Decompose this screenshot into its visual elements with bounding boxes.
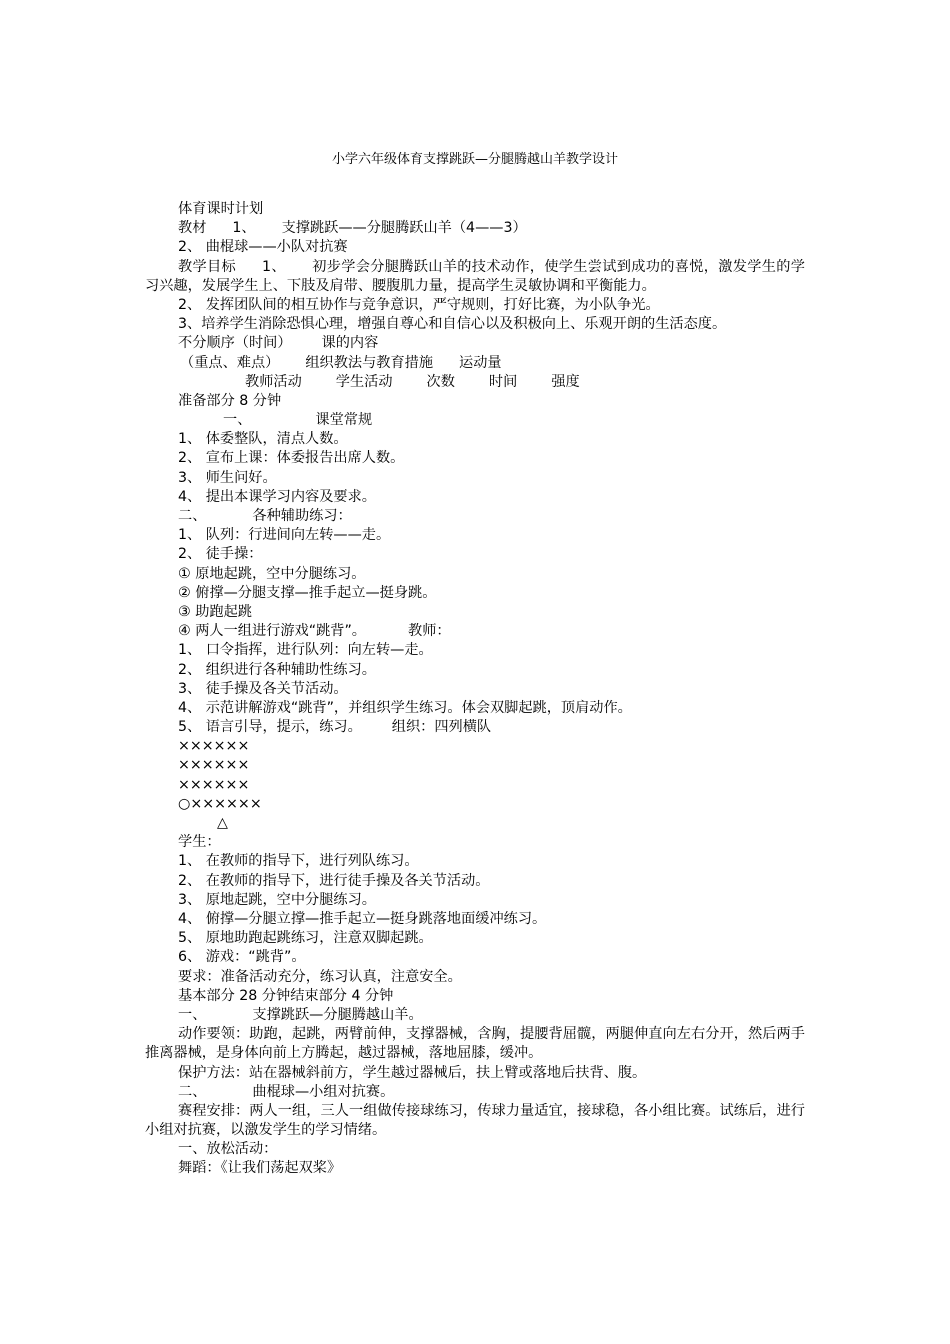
column-label: 课的内容 [321, 335, 379, 352]
text-line [145, 1006, 805, 1025]
paragraph: 动作要领：助跑，起跳，两臂前伸，支撑器械，含胸，提腰背屈髋，两腿伸直向左右分开，然后两手推离器械，是身体向前上方腾起，越过器械，落地屈膝，缓冲。 [145, 1026, 805, 1062]
text: 初步学会分腿腾跃山羊的技术动作，使学生尝试到成功的喜悦，激发学生的学习兴趣，发展学生上、下肢及肩带、腰腹肌力量，提高学生灵敏协调和平衡能力。 [145, 258, 805, 294]
list-item: 2、 组织进行各种辅助性练习。 [178, 661, 376, 678]
list-item: 3、 徒手操及各关节活动。 [178, 680, 348, 697]
teacher-marker: △ [217, 815, 228, 832]
column-label: 次数 [426, 373, 455, 390]
item-number: 一、 [178, 1006, 207, 1023]
section-heading: 准备部分 8 分钟 [178, 392, 282, 409]
column-label: 教师活动 [245, 373, 302, 390]
section-heading: 基本部分 28 分钟结束部分 4 分钟 [178, 987, 394, 1004]
label: 教师： [408, 623, 451, 640]
text-line [145, 1083, 805, 1102]
list-item: 2、 在教师的指导下，进行徒手操及各关节活动。 [178, 872, 490, 889]
formation-row: ×××××× [178, 776, 250, 793]
text-line: 舞蹈：《让我们荡起双桨》 [178, 1160, 342, 1177]
document-body [145, 200, 805, 1179]
list-item: ④ 两人一组进行游戏“跳背”。 [178, 623, 366, 640]
formation-row: ×××××× [178, 738, 250, 755]
label: 教学目标 [178, 258, 237, 275]
list-item: 5、 原地助跑起跳练习，注意双脚起跳。 [178, 930, 433, 947]
list-item: 3、 师生问好。 [178, 469, 277, 486]
paragraph [145, 258, 805, 296]
list-item: ① 原地起跳，空中分腿练习。 [178, 565, 366, 582]
column-label: 强度 [551, 373, 580, 390]
paragraph: 赛程安排：两人一组，三人一组做传接球练习，传球力量适宜，接球稳，各小组比赛。试练后，进行小组对抗赛，以激发学生的学习情绪。 [145, 1102, 805, 1139]
list-item: 5、 语言引导，提示，练习。 [178, 719, 362, 736]
text-line [145, 354, 805, 373]
text-line: 2、 发挥团队间的相互协作与竞争意识，严守规则，打好比赛，为小队争光。 [178, 296, 660, 313]
text-line [145, 718, 805, 737]
column-label: 学生活动 [335, 373, 393, 390]
column-label: 运动量 [459, 354, 502, 371]
list-item: 3、 原地起跳，空中分腿练习。 [178, 891, 376, 908]
column-label: （重点、难点） [180, 354, 280, 371]
column-label: 组织教法与教育措施 [305, 354, 434, 371]
column-label: 不分顺序（时间） [178, 335, 292, 352]
formation-row: ○×××××× [178, 795, 262, 812]
list-item: 2、 徒手操： [178, 546, 263, 563]
section-heading: 体育课时计划 [178, 201, 264, 217]
list-item: 1、 队列：行进间向左转——走。 [178, 527, 391, 544]
list-item: 1、 体委整队，清点人数。 [178, 431, 348, 448]
list-item: 4、 俯撑—分腿立撑—推手起立—挺身跳落地面缓冲练习。 [178, 910, 547, 927]
text-line: 要求：准备活动充分，练习认真，注意安全。 [178, 968, 462, 985]
list-item: 6、 游戏：“跳背”。 [178, 949, 306, 966]
text: 支撑跳跃—分腿腾越山羊。 [252, 1006, 423, 1023]
list-item: 4、 提出本课学习内容及要求。 [178, 488, 376, 505]
item-number: 1、 [232, 220, 256, 237]
text-line: 一、放松活动： [178, 1141, 278, 1158]
label: 教材 [178, 220, 207, 237]
text: 各种辅助练习： [252, 508, 352, 525]
text: 曲棍球—小组对抗赛。 [252, 1083, 395, 1100]
text: 课堂常规 [315, 412, 373, 429]
list-item: ③ 助跑起跳 [178, 603, 252, 620]
formation-row: ×××××× [178, 757, 250, 774]
paragraph: 3、培养学生消除恐惧心理，增强自尊心和自信心以及积极向上、乐观开朗的生活态度。 [178, 316, 727, 333]
list-item: 1、 口令指挥，进行队列：向左转—走。 [178, 642, 433, 659]
item-number: 二、 [178, 508, 207, 525]
list-item: 2、 宣布上课：体委报告出席人数。 [178, 450, 405, 467]
label: 组织：四列横队 [391, 719, 492, 736]
text-line [145, 507, 805, 526]
list-item: 1、 在教师的指导下，进行列队练习。 [178, 853, 419, 870]
item-number: 一、 [223, 412, 252, 429]
label: 学生： [178, 834, 221, 851]
text: 支撑跳跃——分腿腾跃山羊（4——3） [281, 220, 527, 237]
text-line: 保护方法：站在器械斜前方，学生越过器械后，扶上臂或落地后扶背、腹。 [178, 1064, 647, 1081]
text-line: 2、 曲棍球——小队对抗赛 [178, 239, 348, 256]
text-line [145, 622, 805, 641]
item-number: 1、 [262, 258, 286, 275]
text-line [145, 219, 805, 238]
item-number: 二、 [178, 1083, 207, 1100]
text-line [145, 373, 805, 392]
text-line [145, 334, 805, 353]
text-line [145, 411, 805, 430]
list-item: ② 俯撑—分腿支撑—推手起立—挺身跳。 [178, 584, 437, 601]
list-item: 4、 示范讲解游戏“跳背”，并组织学生练习。体会双脚起跳，顶肩动作。 [178, 699, 632, 716]
document-title: 小学六年级体育支撑跳跃—分腿腾越山羊教学设计 [331, 152, 618, 167]
column-label: 时间 [488, 373, 518, 390]
